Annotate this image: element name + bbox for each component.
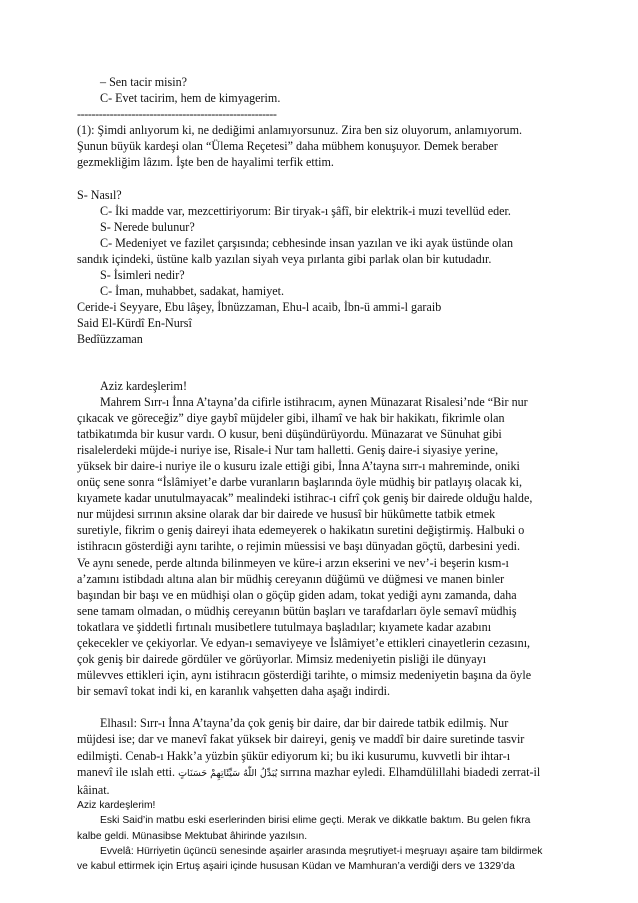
paragraph-line: istihracın gösterdiği aynı tarihte, o rejimin müessisi ve başı dünyadan göçtü, darbesini yedi.	[77, 539, 521, 554]
paragraph-line: bir semavî tokat indi ki, en karanlık vahşetten daha aşağı indirdi.	[77, 684, 391, 699]
footer-line: ve kabul ettirmek için Ertuş aşairi içinde hususan Küdan ve Mamhuran’a verdiği ders ve 1329’da	[77, 861, 515, 873]
paragraph-line: çıkacak ve göreceğiz” diye gaybî müjdeler gibi, ilhamî ve hak bir hakikatı, fikrimle olan	[77, 410, 505, 425]
signature-line: Said El-Kürdî En-Nursî	[77, 316, 192, 331]
arabic-verse: يُبَدِّلُ اللّٰهُ سَيِّئَاتِهِمْ حَسَنَاتٍ	[178, 767, 278, 779]
paragraph-line: Elhasıl: Sırr-ı İnna A’tayna’da çok geniş bir daire, dar bir dairede tatbik edilmiş. Nur	[100, 716, 509, 731]
paragraph-line: müjdesi ise; dar ve manevî fakat yüksek bir daireyi, geniş ve maddî bir daire suretinde tasvir	[77, 732, 525, 747]
dialog-line: – Sen tacir misin?	[100, 75, 187, 89]
letter-greeting: Aziz kardeşlerim!	[100, 378, 187, 393]
paragraph-line: kâinat.	[77, 782, 110, 797]
paragraph-line: onüç sene sonra “İslâmiyet’e darbe vuranların başlarında öyle müdhiş bir patlayış olacak ki,	[77, 475, 522, 490]
footer-line: kalbe geldi. Münasibse Mektubat âhirinde yazılsın.	[77, 830, 308, 842]
paragraph-line: nur müjdesi sırrının aksine olarak dar bir dairede ve hususî bir hükûmette tatbik etmek	[77, 507, 496, 522]
paragraph-line: başından bir başı ve en müdhişi olan o göçüp giden adam, tokat yediği aynı zamanda, daha	[77, 587, 517, 602]
paragraph-line: suretiyle, fikrim o geniş daireyi ihata edemeyerek o hakikatın suretini değiştirmiş. Halbuki o	[77, 523, 525, 538]
qa-line: C- İman, muhabbet, sadakat, hamiyet.	[100, 284, 285, 299]
paragraph-line: çekecekler ve çekiyorlar. Ve edyan-ı semaviyeye ve İslâmiyet’e ettikleri cinayetlerin cezasını,	[77, 636, 531, 650]
spacer	[77, 699, 563, 715]
text-after-arabic: sırrına mazhar eyledi. Elhamdülillahi biadedi zerrat-il	[280, 764, 541, 779]
qa-line: C- İki madde var, mezcettiriyorum: Bir tiryak-ı şâfî, bir elektrik-i muzi tevellüd eder.	[100, 203, 511, 218]
footer-line: Evvelâ: Hürriyetin üçüncü senesinde aşairler arasında meşrutiyet-i meşruayı aşaire tam bildirmek	[100, 846, 543, 858]
paragraph-line: kıyamete kadar unutulmayacak” mealindeki istihrac-ı cifrî çok geniş bir dairede olduğu halde,	[77, 491, 533, 506]
footer-line: Eski Said’in matbu eski eserlerinden birisi elime geçti. Merak ve dikkatle baktım. Bu gelen fıkra	[100, 815, 531, 827]
qa-line: S- Nasıl?	[77, 187, 122, 202]
qa-line: S- Nerede bulunur?	[100, 219, 195, 234]
footnote-line: Şunun büyük kardeşi olan “Ülema Reçetesi” daha mübhem konuşuyor. Demek beraber	[77, 139, 498, 154]
qa-line: C- Medeniyet ve fazilet çarşısında; cebhesinde insan yazılan ve iki ayak üstünde olan	[100, 235, 514, 250]
paragraph-line: sene tamam olmadan, o müdhiş cereyanın bütün başları ve tarafdarları öyle semavî müdhiş	[77, 603, 517, 618]
separator-line: -------------------------------------------------------	[77, 107, 277, 122]
paragraph-line: Ve aynı senede, perde altında bilinmeyen ve küre-i arzın ekserini ve nev’-i beşerin kısm-ı	[77, 555, 509, 570]
paragraph-line: yüksek bir daire-i nuriye ile o kusuru izale ettiği gibi, İnna A’tayna sırr-ı mahreminde, oniki	[77, 458, 520, 473]
paragraph-line: tokatlara ve şiddetli fırtınalı musibetlere tutulmaya başladılar; kıyamete kadar azabını	[77, 619, 492, 634]
paragraph-line: Mahrem Sırr-ı İnna A’tayna’da cifirle istihracım, aynen Münazarat Risalesi’nde “Bir nur	[100, 394, 528, 409]
footnote-line: (1): Şimdi anlıyorum ki, ne dediğimi anlamıyorsunuz. Zira ben siz oluyorum, anlamıyorum.	[77, 123, 523, 138]
spacer	[77, 348, 563, 378]
paragraph-line	[77, 764, 563, 782]
paragraph-line: edilmişti. Cenab-ı Hakk’a yüzbin şükür ediyorum ki; bu iki kusurumu, kuvvetli bir ihtar-ı	[77, 748, 511, 763]
dialog-line: C- Evet tacirim, hem de kimyagerim.	[100, 91, 281, 106]
paragraph-line: risalelerdeki müjde-i nuriye ise, Risale-i Nur tam halletti. Geniş daire-i siyasiye yerine,	[77, 442, 499, 457]
signature-line: Bedîüzzaman	[77, 332, 143, 347]
paragraph-line: a’zamını istibdadı altına alan bir müdhiş cereyanın düğümü ve düğmesi ve manen binler	[77, 571, 505, 586]
signature-line: Ceride-i Seyyare, Ebu lâşey, İbnüzzaman, Ehu-l acaib, İbn-ü ammi-l garaib	[77, 300, 442, 315]
paragraph-line: mülevves ettikleri için, aynı istihracın gösterdiği tarihte, o mimsiz medeniyetin başına da öyle	[77, 668, 532, 683]
qa-line: S- İsimleri nedir?	[100, 268, 185, 283]
footnote-line: gezmekliğim lâzım. İşte ben de hayalimi terfik ettim.	[77, 155, 334, 170]
qa-line: sandık içindeki, üstüne kalb yazılan siyah veya pırlanta gibi parlak olan bir kutudadır.	[77, 251, 492, 266]
spacer	[77, 171, 563, 187]
document-page	[77, 74, 563, 875]
footer-greeting: Aziz kardeşlerim!	[77, 799, 156, 811]
text-before-arabic: manevî ile ıslah etti.	[77, 764, 176, 779]
paragraph-line: çok geniş bir dairede gördüler ve görüyorlar. Mimsiz medeniyetin pisliği ile dünyayı	[77, 652, 487, 667]
paragraph-line: tatbikatımda bir kusur vardı. O kusur, beni düşündürüyordu. Münazarat ve Sünuhat gibi	[77, 426, 502, 441]
